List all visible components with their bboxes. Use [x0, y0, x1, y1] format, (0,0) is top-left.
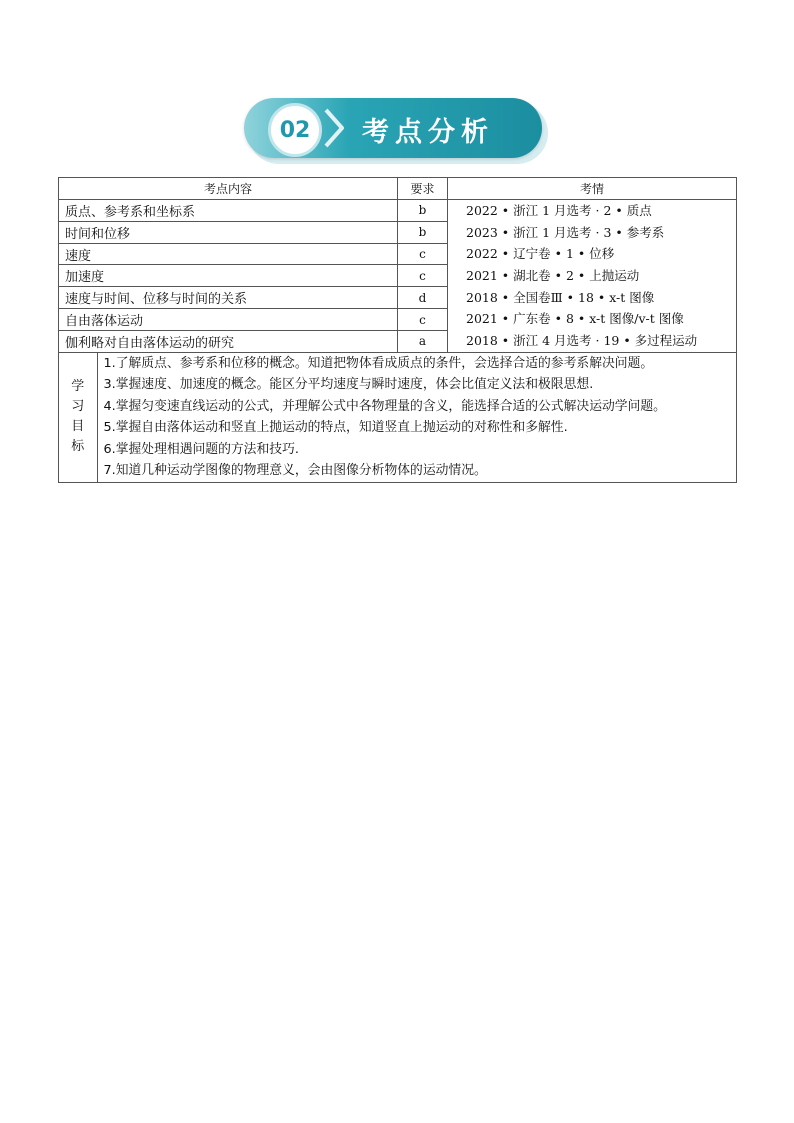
goals-label — [59, 353, 97, 482]
goals-body — [97, 353, 736, 482]
situation-item: 2023 • 浙江 1 月选考 · 3 • 参考系 — [466, 224, 665, 240]
row-requirement: c — [398, 309, 448, 331]
goals-label-char: 学 — [71, 379, 85, 395]
row-requirement: b — [398, 221, 448, 243]
row-requirement: b — [398, 200, 448, 222]
goal-line: 1.了解质点、参考系和位移的概念。知道把物体看成质点的条件，会选择合适的参考系解决问题。 — [103, 355, 654, 371]
header-situation: 考情 — [448, 178, 737, 200]
section-banner — [244, 98, 548, 164]
row-requirement: c — [398, 265, 448, 287]
row-content: 速度与时间、位移与时间的关系 — [59, 287, 398, 309]
row-content: 伽利略对自由落体运动的研究 — [59, 330, 398, 352]
row-requirement: a — [398, 330, 448, 352]
goals-label-char: 目 — [71, 419, 85, 435]
situation-item: 2022 • 辽宁卷 • 1 • 位移 — [466, 246, 615, 262]
learning-goals-row — [59, 352, 737, 482]
goal-line: 4.掌握匀变速直线运动的公式，并理解公式中各物理量的含义，能选择合适的公式解决运动学问题。 — [103, 398, 666, 414]
row-content: 自由落体运动 — [59, 309, 398, 331]
row-requirement: c — [398, 243, 448, 265]
table-row — [59, 200, 737, 222]
goals-inner-table — [59, 353, 736, 482]
table-header-row — [59, 178, 737, 200]
row-content: 时间和位移 — [59, 221, 398, 243]
row-content: 加速度 — [59, 265, 398, 287]
row-content: 质点、参考系和坐标系 — [59, 200, 398, 222]
exam-points-table — [58, 177, 737, 483]
header-content: 考点内容 — [59, 178, 398, 200]
row-requirement: d — [398, 287, 448, 309]
situation-item: 2018 • 全国卷Ⅲ • 18 • x-t 图像 — [466, 289, 655, 305]
header-requirement: 要求 — [398, 178, 448, 200]
situation-cell — [448, 200, 737, 353]
goal-line: 7.知道几种运动学图像的物理意义，会由图像分析物体的运动情况。 — [103, 463, 487, 479]
row-content: 速度 — [59, 243, 398, 265]
section-number-badge — [268, 103, 322, 157]
goal-line: 3.掌握速度、加速度的概念。能区分平均速度与瞬时速度，体会比值定义法和极限思想. — [103, 377, 594, 393]
goals-label-char: 标 — [71, 439, 85, 455]
situation-item: 2018 • 浙江 4 月选考 · 19 • 多过程运动 — [466, 333, 698, 349]
chevron-right-icon — [324, 108, 344, 148]
situation-item: 2021 • 广东卷 • 8 • x-t 图像/v-t 图像 — [466, 311, 684, 327]
goals-label-char: 习 — [71, 399, 85, 415]
section-title: 考点分析 — [362, 117, 494, 148]
section-number: 02 — [279, 117, 311, 143]
situation-item: 2021 • 湖北卷 • 2 • 上抛运动 — [466, 268, 640, 284]
situation-item: 2022 • 浙江 1 月选考 · 2 • 质点 — [466, 203, 652, 218]
goal-line: 6.掌握处理相遇问题的方法和技巧. — [103, 441, 299, 457]
goal-line: 5.掌握自由落体运动和竖直上抛运动的特点，知道竖直上抛运动的对称性和多解性. — [103, 420, 568, 436]
